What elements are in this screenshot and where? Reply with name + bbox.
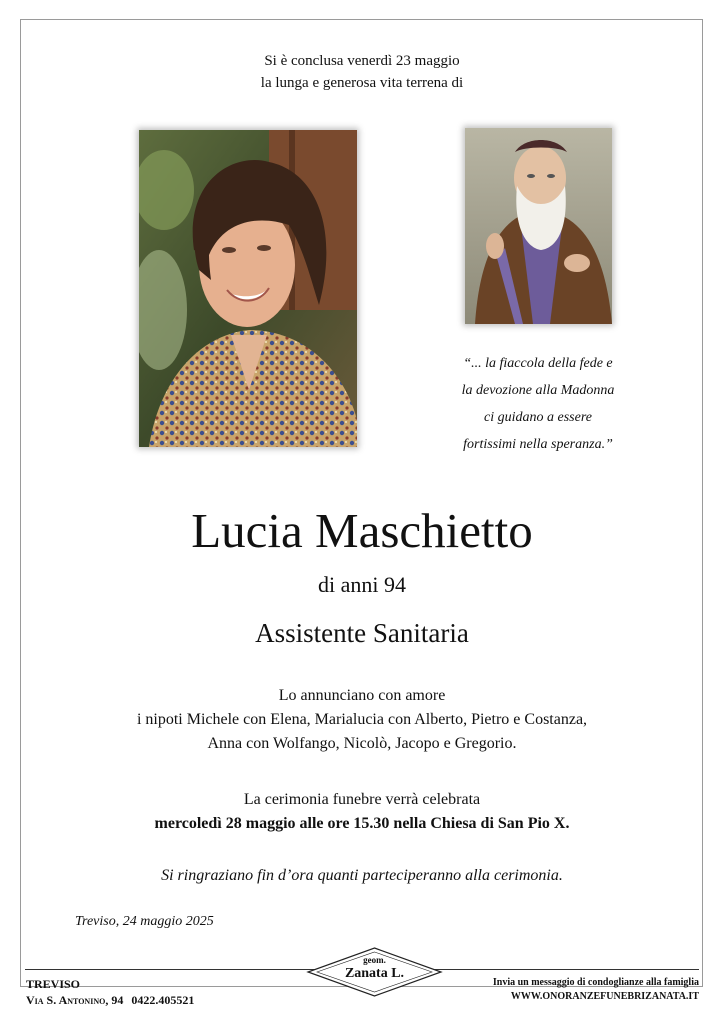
footer-divider-right (434, 969, 699, 970)
logo-name: Zanata L. (344, 966, 405, 981)
saint-photo (465, 128, 612, 324)
logo-title: geom. (363, 955, 386, 965)
condolence-contact (493, 976, 699, 1004)
portrait-photo-icon (139, 130, 357, 447)
intro-line-2: la lunga e generosa vita terrena di (260, 75, 464, 91)
quote-line-2: la devozione alla Madonna (461, 383, 615, 398)
announcement-line-3: Anna con Wolfango, Nicolò, Jacopo e Gregorio. (207, 735, 517, 752)
deceased-name: Lucia Maschietto (191, 503, 533, 558)
funeral-home-address (26, 976, 194, 1008)
street-address: Via S. Antonino, 94 (26, 993, 124, 1007)
ceremony-line-1: La cerimonia funebre verrà celebrata (243, 791, 481, 808)
place-date: Treviso, 24 maggio 2025 (75, 914, 214, 929)
ceremony-info (0, 788, 724, 836)
website-link[interactable]: WWW.ONORANZEFUNEBRIZANATA.IT (510, 991, 699, 1002)
quote-line-4: fortissimi nella speranza.” (463, 437, 613, 452)
quote-line-3: ci guidano a essere (484, 410, 592, 425)
saint-portrait-icon (465, 128, 612, 324)
intro-text (0, 50, 724, 94)
announcement (0, 684, 724, 756)
deceased-photo (139, 130, 357, 447)
announcement-line-1: Lo annunciano con amore (278, 687, 446, 704)
funeral-home-logo (306, 946, 443, 998)
city: TREVISO (26, 977, 81, 991)
intro-line-1: Si è conclusa venerdì 23 maggio (264, 53, 460, 69)
deceased-age: di anni 94 (318, 572, 406, 597)
religious-quote (425, 350, 651, 458)
footer-divider-left (25, 969, 317, 970)
thanks-text: Si ringraziano fin d’ora quanti parteciperanno alla cerimonia. (161, 867, 563, 884)
ceremony-details: mercoledì 28 maggio alle ore 15.30 nella Chiesa di San Pio X. (154, 815, 570, 832)
condolence-message: Invia un messaggio di condoglianze alla famiglia (492, 977, 699, 988)
announcement-line-2: i nipoti Michele con Elena, Marialucia con Alberto, Pietro e Costanza, (136, 711, 588, 728)
deceased-profession: Assistente Sanitaria (255, 618, 469, 648)
phone-number: 0422.405521 (131, 993, 195, 1007)
quote-line-1: “... la fiaccola della fede e (463, 356, 613, 371)
